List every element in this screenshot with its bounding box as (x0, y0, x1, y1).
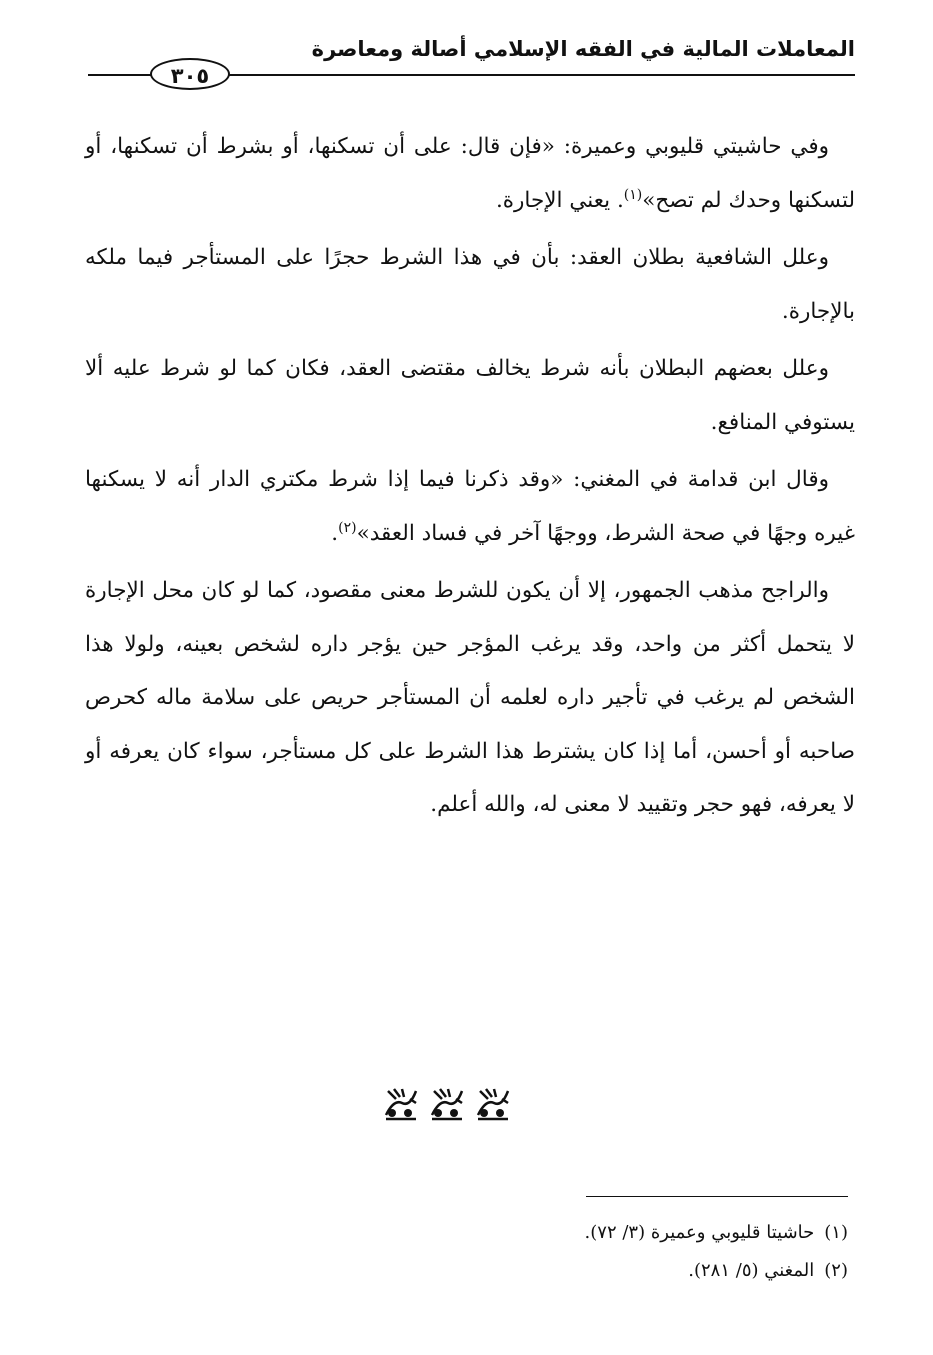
paragraph (85, 231, 855, 338)
running-title: المعاملات المالية في الفقه الإسلامي أصالة ومعاصرة (311, 37, 855, 61)
paragraph (85, 564, 855, 832)
paragraph-text: وعلل الشافعية بطلان العقد: بأن في هذا الشرط حجرًا على المستأجر فيما ملكه بالإجارة. (85, 245, 855, 324)
footnote-item (585, 1252, 848, 1290)
footnote-item (585, 1214, 848, 1252)
section-end-ornament (382, 1085, 512, 1125)
paragraph-text: وفي حاشيتي قليوبي وعميرة: «فإن قال: على أن تسكنها، أو بشرط أن تسكنها، أو لتسكنها وحدك لم تصح» (85, 134, 855, 213)
footnote-text: المغني (٥/ ٢٨١). (688, 1260, 815, 1281)
floral-ornament-icon (428, 1085, 466, 1123)
paragraph (85, 342, 855, 449)
paragraph-text: وعلل بعضهم البطلان بأنه شرط يخالف مقتضى العقد، فكان كما لو شرط عليه ألا يستوفي المنافع. (85, 356, 855, 435)
footnote-number: (١) (824, 1222, 848, 1243)
footnote-ref: (١) (623, 186, 643, 203)
page-number: ٣٠٥ (150, 58, 230, 90)
paragraph-text-after: . (331, 520, 339, 546)
paragraph-text: والراجح مذهب الجمهور، إلا أن يكون للشرط معنى مقصود، كما لو كان محل الإجارة لا يتحمل أكثر من واحد، وقد يرغب المؤجر حين يؤجر داره لشخص بعينه، ولولا هذا الشخص لم يرغب في تأجير داره لعلمه أن المستأجر حريص على سلامة ماله كحرص صاحبه أو أحسن، أما إذا كان يشترط هذا الشرط على كل مستأجر، سواء كان يعرفه أو لا يعرفه، فهو حجر وتقييد لا معنى له، والله أعلم. (85, 578, 855, 817)
footnote-text: حاشيتا قليوبي وعميرة (٣/ ٧٢). (584, 1222, 815, 1243)
paragraph-text: وقال ابن قدامة في المغني: «وقد ذكرنا فيما إذا شرط مكتري الدار أنه لا يسكنها غيره وجهًا في صحة الشرط، ووجهًا آخر في فساد العقد» (85, 467, 855, 546)
paragraph (85, 453, 855, 560)
paragraph (85, 120, 855, 227)
floral-ornament-icon (382, 1085, 420, 1123)
paragraph-text-after: . يعني الإجارة. (495, 187, 624, 213)
footnote-rule (586, 1196, 848, 1197)
main-text (85, 120, 855, 836)
footnotes (585, 1214, 848, 1290)
footnote-ref: (٢) (338, 519, 357, 536)
floral-ornament-icon (474, 1085, 512, 1123)
footnote-number: (٢) (824, 1260, 848, 1281)
